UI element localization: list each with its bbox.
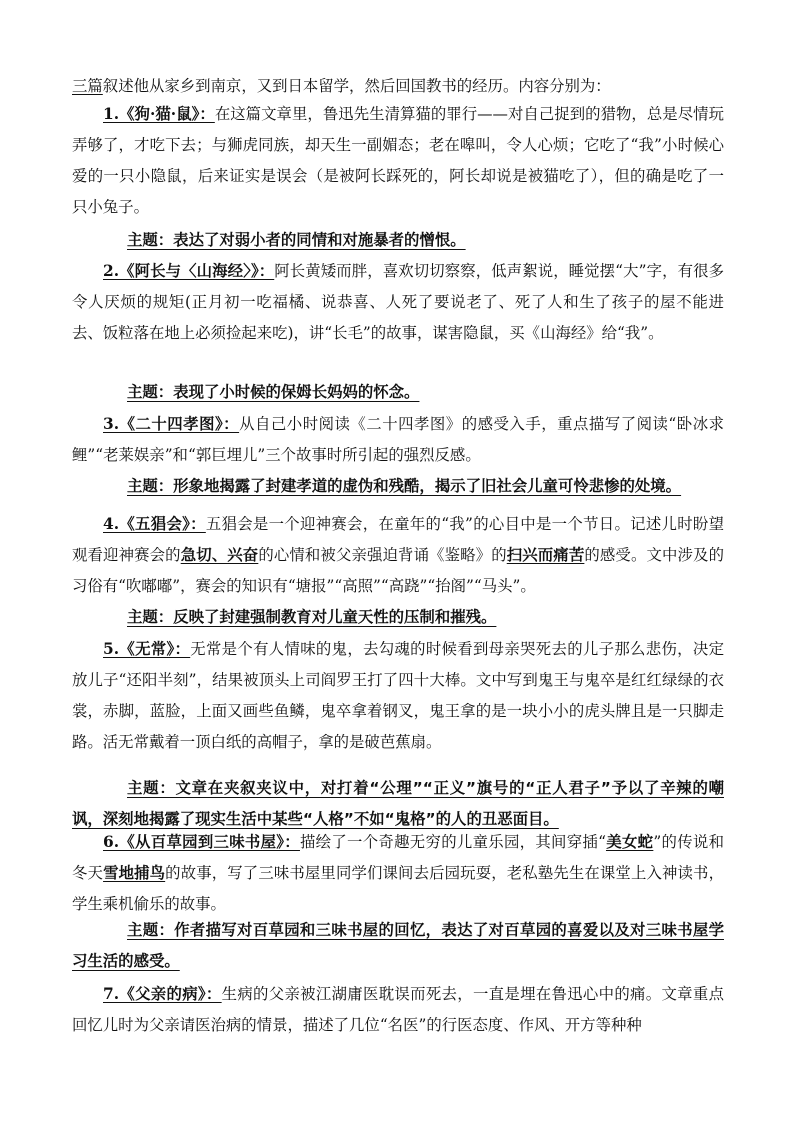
section-2-theme-paragraph [72, 377, 724, 408]
section-4-paragraph [72, 509, 724, 602]
section-7-paragraph [72, 979, 724, 1041]
section-4-highlight-2: 扫兴而痛苦 [506, 546, 585, 564]
section-3-theme: 主题：形象地揭露了封建孝道的虚伪和残酷，揭示了旧社会儿童可怜悲惨的处境。 [127, 477, 682, 495]
section-4-theme-paragraph [72, 602, 724, 633]
section-2-title: 2.《阿长与〈山海经〉》： [103, 262, 275, 280]
section-7-title: 7.《父亲的病》： [103, 985, 222, 1003]
section-4-highlight-1: 急切、兴奋 [180, 546, 259, 564]
section-4-theme: 主题：反映了封建强制教育对儿童天性的压制和摧残。 [127, 608, 497, 626]
section-3-body: 从自己小时阅读《二十四孝图》的感受入手，重点描写了阅读“卧冰求鲤”“老莱娱亲”和“郭巨埋儿”三个故事时所引起的强烈反感。 [72, 415, 724, 464]
section-6-body-c: 的故事，写了三味书屋里同学们课间去后园玩耍，老私塾先生在课堂上入神读书，学生乘机偷乐的故事。 [72, 864, 724, 913]
section-5-paragraph [72, 634, 724, 758]
section-2-paragraph [72, 256, 724, 349]
section-3-title: 3.《二十四孝图》： [103, 415, 240, 433]
section-1-title: 1.《狗·猫·鼠》： [103, 105, 215, 123]
intro-lead: 三篇 [72, 77, 103, 95]
section-1-theme: 主题：表达了对弱小者的同情和对施暴者的憎恨。 [127, 231, 466, 249]
section-6-body-b: ”的传说和冬天 [72, 833, 724, 882]
section-5-body: 无常是个有人情味的鬼，去勾魂的时候看到母亲哭死去的儿子那么悲伤，决定放儿子“还阳半刻”，结果被顶头上司阎罗王打了四十大棒。文中写到鬼王与鬼卒是红红绿绿的衣裳，赤脚，蓝脸，上面又画些鱼鳞，鬼卒拿着钢叉，鬼王拿的是一块小小的虎头牌且是一只脚走路。活无常戴着一顶白纸的高帽子，拿的是破芭蕉扇。 [72, 640, 724, 751]
section-4-title: 4.《五猖会》： [103, 515, 206, 533]
intro-paragraph [72, 71, 724, 102]
section-6-highlight-2: 雪地捕鸟 [103, 864, 166, 882]
section-7-body: 生病的父亲被江湖庸医耽误而死去，一直是埋在鲁迅心中的痛。文章重点回忆儿时为父亲请医治病的情景，描述了几位“名医”的行医态度、作风、开方等种种 [72, 985, 724, 1034]
section-1-paragraph [72, 99, 724, 223]
section-3-paragraph [72, 409, 724, 471]
intro-text: 叙述他从家乡到南京，又到日本留学，然后回国教书的经历。内容分别为： [102, 77, 611, 95]
section-6-theme-paragraph [72, 915, 724, 977]
section-6-theme: 主题：作者描写对百草园和三味书屋的回忆，表达了对百草园的喜爱以及对三味书屋学习生活的感受。 [72, 921, 724, 970]
section-6-highlight-1: 美女蛇 [605, 833, 654, 851]
section-6-paragraph [72, 827, 724, 920]
section-5-theme: 主题：文章在夹叙夹议中，对打着“公理”“正义”旗号的“正人君子”予以了辛辣的嘲讽，深刻地揭露了现实生活中某些“人格”不如“鬼格”的人的丑恶面目。 [72, 779, 724, 828]
section-4-body-b: 的心情和被父亲强迫背诵《鉴略》的 [258, 546, 507, 564]
section-2-theme: 主题：表现了小时候的保姆长妈妈的怀念。 [127, 383, 420, 401]
section-6-body-a: 描绘了一个奇趣无穷的儿童乐园，其间穿插“ [299, 833, 606, 851]
section-1-body: 在这篇文章里，鲁迅先生清算猫的罪行——对自己捉到的猎物，总是尽情玩弄够了，才吃下去；与狮虎同族，却天生一副媚态；老在嗥叫，令人心烦；它吃了“我”小时候心爱的一只小隐鼠，后来证实是误会（是被阿长踩死的，阿长却说是被猫吃了），但的确是吃了一只小兔子。 [72, 105, 724, 216]
section-6-title: 6.《从百草园到三味书屋》： [103, 833, 300, 851]
section-5-title: 5.《无常》： [103, 640, 191, 658]
section-3-theme-paragraph [72, 471, 724, 502]
section-4-body-a: 五猖会是一个迎神赛会，在童年的“我”的心目中是一个节日。记述儿时盼望观看迎神赛会的 [72, 515, 724, 564]
section-1-theme-paragraph [72, 225, 724, 256]
section-5-theme-paragraph [72, 773, 724, 835]
section-2-body: 阿长黄矮而胖，喜欢切切察察，低声絮说，睡觉摆“大”字，有很多令人厌烦的规矩(正月初一吃福橘、说恭喜、人死了要说老了、死了人和生了孩子的屋不能进去、饭粒落在地上必须捡起来吃)，讲“长毛”的故事，谋害隐鼠，买《山海经》给“我”。 [72, 262, 724, 342]
section-4-body-c: 的感受。文中涉及的习俗有“吹嘟嘟”，赛会的知识有“塘报”“高照”“高跷”“抬阁”“马头”。 [72, 546, 724, 595]
